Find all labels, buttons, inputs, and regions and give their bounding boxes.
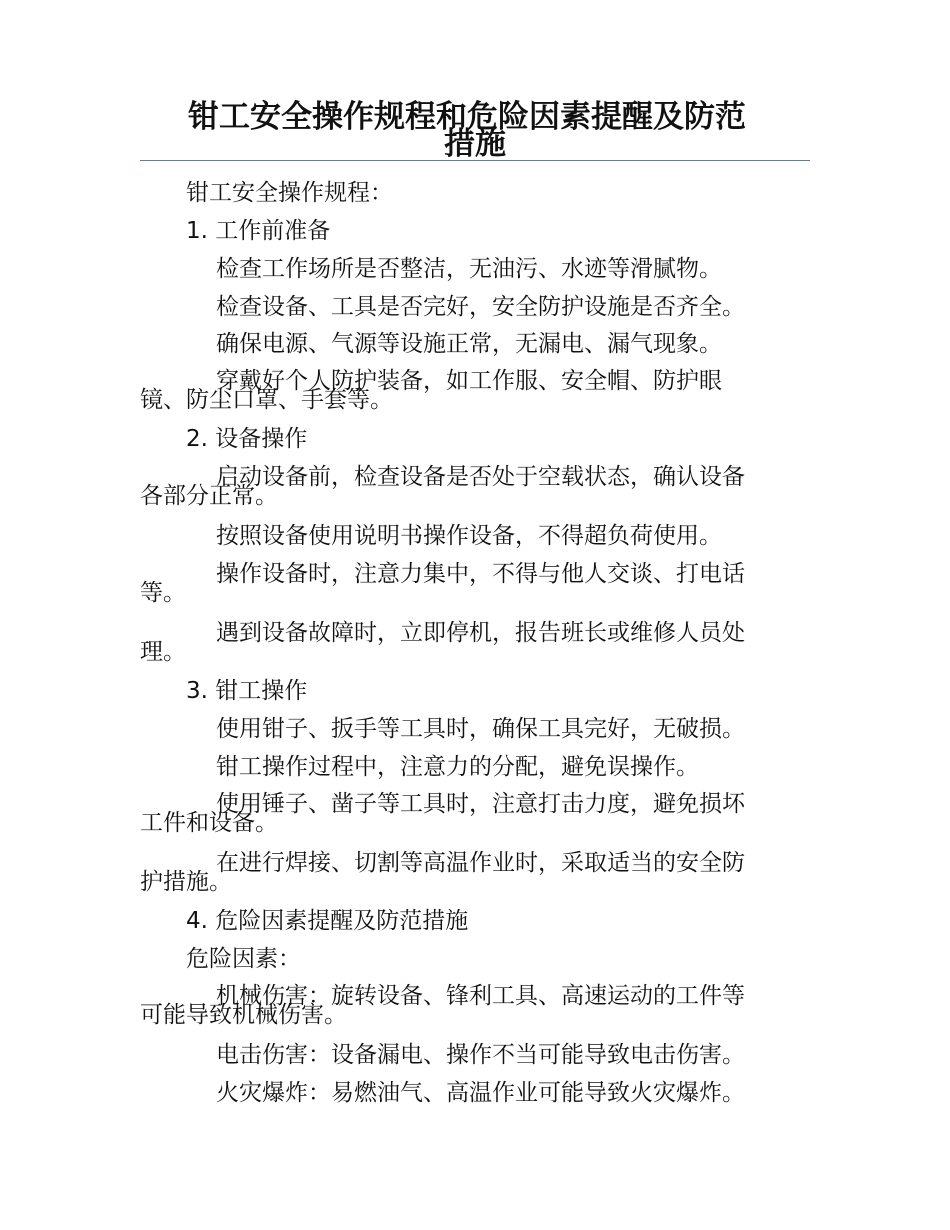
list-item [140,466,800,508]
list-item-line: 穿戴好个人防护装备，如工作服、安全帽、防护眼 [216,368,722,394]
section-heading-4: 4. 危险因素提醒及防范措施 [186,908,469,934]
section-heading-3: 3. 钳工操作 [186,678,308,704]
intro-text: 钳工安全操作规程： [186,180,393,206]
title-line-2: 措施 [444,126,506,162]
list-item [140,622,800,664]
list-item-continuation: 等。 [140,580,186,606]
list-item-line: 机械伤害：旋转设备、锋利工具、高速运动的工件等 [216,983,745,1009]
list-item [140,563,800,605]
list-item: 使用钳子、扳手等工具时，确保工具完好，无破损。 [216,716,745,742]
section-heading-1: 1. 工作前准备 [186,218,331,244]
list-item: 钳工操作过程中，注意力的分配，避免误操作。 [216,754,699,780]
list-item: 检查设备、工具是否完好，安全防护设施是否齐全。 [216,294,745,320]
list-item-line: 遇到设备故障时，立即停机，报告班长或维修人员处 [216,620,745,646]
title-line-1: 钳工安全操作规程和危险因素提醒及防范 [188,99,746,135]
list-item-line: 操作设备时，注意力集中，不得与他人交谈、打电话 [216,561,745,587]
list-item-line: 启动设备前，检查设备是否处于空载状态，确认设备 [216,464,745,490]
section-heading-2: 2. 设备操作 [186,426,308,452]
document-title [140,99,810,162]
list-item-continuation: 理。 [140,639,186,665]
list-item-continuation: 可能导致机械伤害。 [140,1002,347,1028]
list-item-continuation: 工件和设备。 [140,810,278,836]
list-item [140,793,800,835]
list-item [140,370,800,412]
list-item-continuation: 镜、防尘口罩、手套等。 [140,387,393,413]
list-item-continuation: 各部分正常。 [140,483,278,509]
list-item [140,852,800,894]
list-item-continuation: 护措施。 [140,869,232,895]
list-item: 检查工作场所是否整洁，无油污、水迹等滑腻物。 [216,256,722,282]
list-item: 电击伤害：设备漏电、操作不当可能导致电击伤害。 [216,1042,745,1068]
list-item-line: 使用锤子、凿子等工具时，注意打击力度，避免损坏 [216,791,745,817]
title-divider [140,160,810,161]
list-item-line: 在进行焊接、切割等高温作业时，采取适当的安全防 [216,850,745,876]
list-item [140,985,800,1027]
subheading: 危险因素： [186,946,301,972]
list-item: 按照设备使用说明书操作设备，不得超负荷使用。 [216,523,722,549]
list-item: 确保电源、气源等设施正常，无漏电、漏气现象。 [216,331,722,357]
list-item: 火灾爆炸：易燃油气、高温作业可能导致火灾爆炸。 [216,1080,745,1106]
